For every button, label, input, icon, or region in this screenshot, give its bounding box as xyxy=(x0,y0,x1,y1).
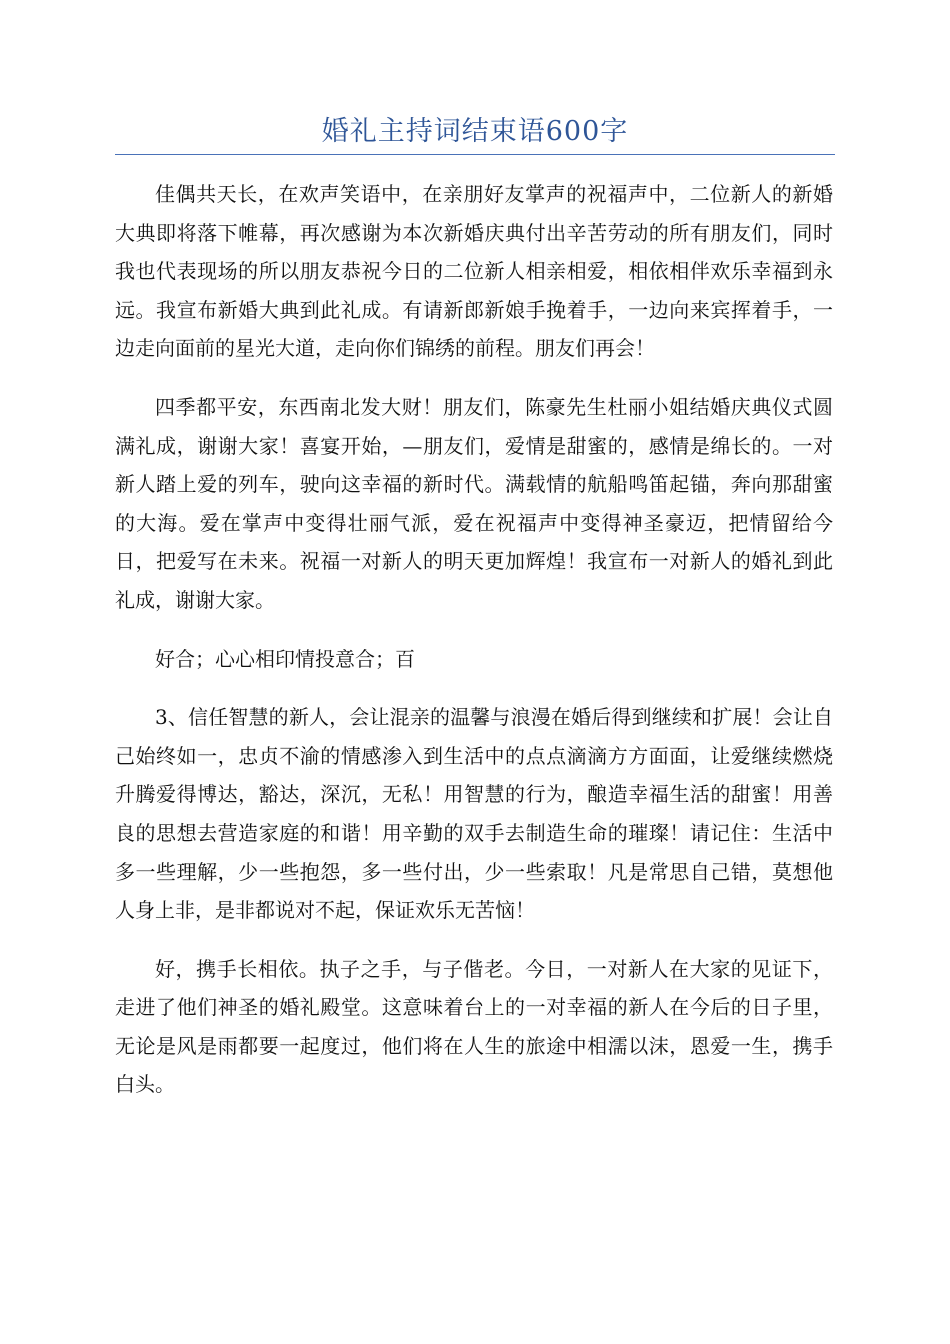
paragraph-5: 好，携手长相依。执子之手，与子偕老。今日，一对新人在大家的见证下，走进了他们神圣的婚礼殿堂。这意味着台上的一对幸福的新人在今后的日子里，无论是风是雨都要一起度过，他们将在人生的旅途中相濡以沫，恩爱一生，携手白头。 xyxy=(115,956,833,1097)
paragraph-1: 佳偶共天长，在欢声笑语中，在亲朋好友掌声的祝福声中，二位新人的新婚大典即将落下帷幕，再次感谢为本次新婚庆典付出辛苦劳动的所有朋友们，同时我也代表现场的所以朋友恭祝今日的二位新人相亲相爱，相依相伴欢乐幸福到永远。我宣布新婚大典到此礼成。有请新郎新娘手挽着手，一边向来宾挥着手，一边走向面前的星光大道，走向你们锦绣的前程。朋友们再会！ xyxy=(115,182,833,361)
document-body xyxy=(115,175,833,1124)
title-underline xyxy=(115,154,835,155)
document-title: 婚礼主持词结束语600字 xyxy=(321,116,629,147)
paragraph-2: 四季都平安，东西南北发大财！朋友们，陈豪先生杜丽小姐结婚庆典仪式圆满礼成，谢谢大家！喜宴开始，—朋友们，爱情是甜蜜的，感情是绵长的。一对新人踏上爱的列车，驶向这幸福的新时代。满载情的航船鸣笛起锚，奔向那甜蜜的大海。爱在掌声中变得壮丽气派，爱在祝福声中变得神圣豪迈，把情留给今日，把爱写在未来。祝福一对新人的明天更加辉煌！我宣布一对新人的婚礼到此礼成，谢谢大家。 xyxy=(115,394,833,612)
paragraph-3: 好合；心心相印情投意合；百 xyxy=(155,646,415,671)
paragraph-4: 3、信任智慧的新人，会让混亲的温馨与浪漫在婚后得到继续和扩展！会让自己始终如一，忠贞不渝的情感渗入到生活中的点点滴滴方方面面，让爱继续燃烧升腾爱得博达，豁达，深沉，无私！用智慧的行为，酿造幸福生活的甜蜜！用善良的思想去营造家庭的和谐！用辛勤的双手去制造生命的璀璨！请记住：生活中多一些理解，少一些抱怨，多一些付出，少一些索取！凡是常思自己错，莫想他人身上非，是非都说对不起，保证欢乐无苦恼！ xyxy=(115,705,833,923)
